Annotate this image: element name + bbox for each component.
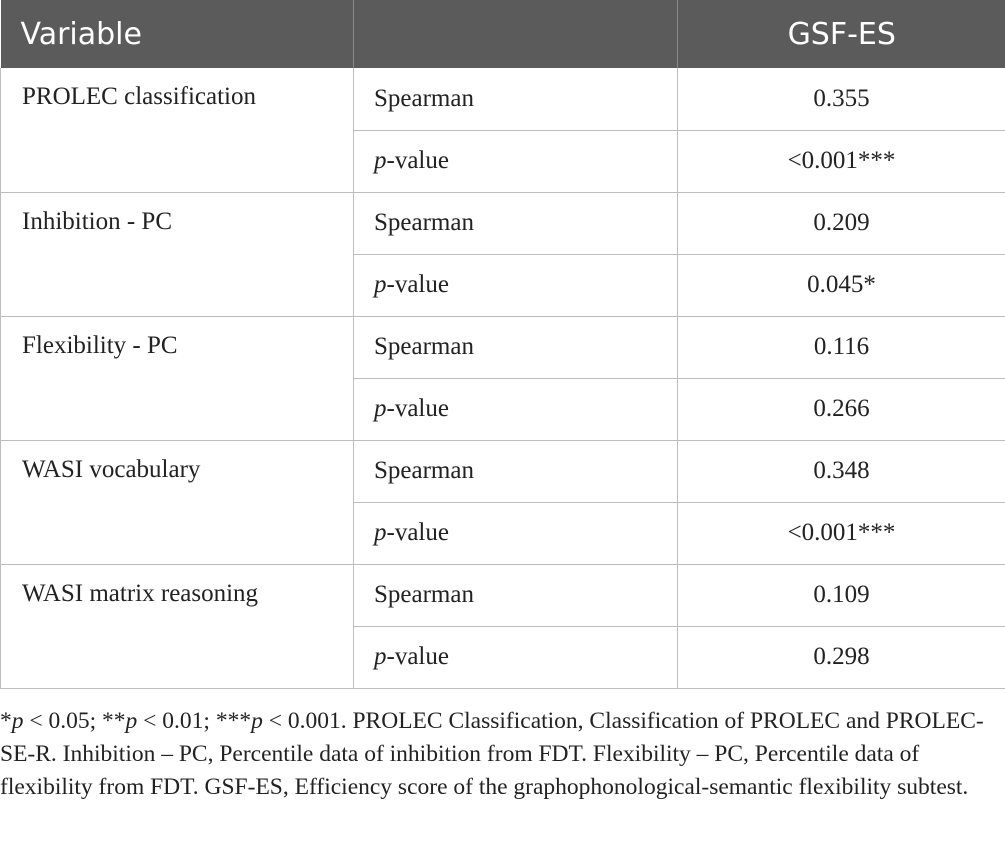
p-value: 0.045* (678, 254, 1005, 316)
table-row (1, 68, 1005, 130)
p-letter: p (374, 147, 387, 174)
stat-label-p-value (354, 378, 678, 440)
spearman-value: 0.109 (678, 564, 1005, 626)
stat-label-spearman: Spearman (354, 564, 678, 626)
p-suffix: -value (386, 271, 449, 298)
footnote-abbreviations: PROLEC Classification, Classification of PROLEC and PROLEC-SE-R. Inhibition – PC, Percentile data of inhibition from FDT. Flexibility – PC, Percentile data of flexibility from FDT. GSF-ES, Efficiency score of the graphophonological-semantic flexibility subtest. (0, 708, 984, 800)
spearman-value: 0.209 (678, 192, 1005, 254)
stat-label-p-value (354, 254, 678, 316)
header-variable: Variable (20, 16, 142, 52)
p-suffix: -value (386, 395, 449, 422)
variable-cell: WASI matrix reasoning (1, 564, 354, 688)
p-value: <0.001*** (678, 130, 1005, 192)
stat-label-p-value (354, 502, 678, 564)
p-value: <0.001*** (678, 502, 1005, 564)
p-suffix: -value (386, 519, 449, 546)
stat-label-spearman: Spearman (354, 440, 678, 502)
table-footnote (0, 705, 1000, 804)
p-letter: p (374, 271, 387, 298)
table-row (1, 316, 1005, 378)
p-letter: p (374, 395, 387, 422)
p-letter: p (374, 519, 387, 546)
spearman-value: 0.355 (678, 68, 1005, 130)
table-row (1, 192, 1005, 254)
p-value: 0.298 (678, 626, 1005, 688)
sig-note: *p < 0.05; (0, 708, 103, 734)
variable-cell: Inhibition - PC (1, 192, 354, 316)
stat-label-spearman: Spearman (354, 192, 678, 254)
sig-note: **p < 0.01; (102, 708, 216, 734)
p-suffix: -value (386, 147, 449, 174)
sig-note: ***p < 0.001. (215, 708, 353, 734)
header-gsf-es: GSF-ES (678, 0, 1005, 68)
header-blank (354, 0, 678, 68)
p-value: 0.266 (678, 378, 1005, 440)
header-row (1, 0, 1005, 68)
spearman-value: 0.348 (678, 440, 1005, 502)
stat-label-p-value (354, 130, 678, 192)
p-suffix: -value (386, 643, 449, 670)
stat-label-p-value (354, 626, 678, 688)
variable-cell: WASI vocabulary (1, 440, 354, 564)
variable-cell: PROLEC classification (1, 68, 354, 192)
spearman-value: 0.116 (678, 316, 1005, 378)
p-letter: p (374, 643, 387, 670)
table-row (1, 440, 1005, 502)
variable-cell: Flexibility - PC (1, 316, 354, 440)
table-row (1, 564, 1005, 626)
stat-label-spearman: Spearman (354, 68, 678, 130)
stat-label-spearman: Spearman (354, 316, 678, 378)
